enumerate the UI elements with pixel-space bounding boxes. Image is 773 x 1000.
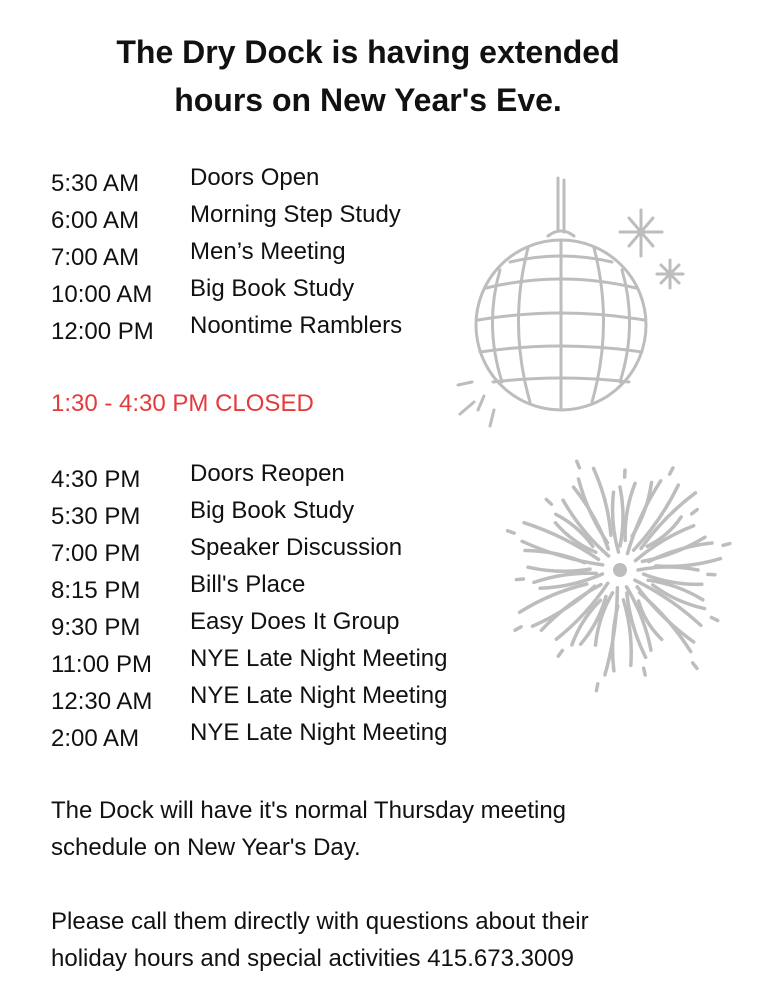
- schedule-event: Doors Open: [190, 164, 320, 191]
- firework-spark: [596, 684, 597, 691]
- schedule-row: [51, 571, 551, 608]
- firework-spark: [670, 468, 673, 474]
- page-title: [0, 28, 736, 124]
- schedule-time: 12:30 AM: [51, 688, 153, 715]
- firework-ray: [613, 492, 619, 552]
- schedule-time: 7:00 PM: [51, 540, 141, 567]
- firework-ray: [528, 567, 590, 571]
- schedule-event: Speaker Discussion: [190, 534, 403, 561]
- title-line-1: The Dry Dock is having extended: [116, 34, 620, 70]
- contact-line-2: holiday hours and special activities 415.673.3009: [51, 945, 575, 972]
- firework-spark: [516, 579, 523, 580]
- schedule-event: NYE Late Night Meeting: [190, 719, 448, 746]
- firework-spark: [723, 544, 730, 546]
- schedule-time: 12:00 PM: [51, 318, 154, 345]
- schedule-event: Easy Does It Group: [190, 608, 400, 635]
- firework-icon: [496, 456, 732, 706]
- schedule-event: Big Book Study: [190, 275, 355, 302]
- firework-spark: [644, 668, 646, 675]
- schedule-time: 5:30 PM: [51, 503, 141, 530]
- schedule-time: 10:00 AM: [51, 281, 153, 308]
- schedule-row: [51, 534, 551, 571]
- firework-spark: [558, 651, 562, 657]
- schedule-event: Noontime Ramblers: [190, 312, 403, 339]
- schedule-time: 6:00 AM: [51, 207, 140, 234]
- schedule-time: 4:30 PM: [51, 466, 141, 493]
- schedule-row: [51, 460, 551, 497]
- contact-line-1: Please call them directly with questions about their: [51, 908, 589, 935]
- schedule-time: 7:00 AM: [51, 244, 140, 271]
- firework-spark: [515, 627, 521, 630]
- schedule-time: 9:30 PM: [51, 614, 141, 641]
- firework-spark: [577, 461, 580, 468]
- schedule-time: 5:30 AM: [51, 170, 140, 197]
- firework-spark: [711, 617, 717, 620]
- firework-ray: [649, 543, 712, 562]
- title-line-2: hours on New Year's Eve.: [174, 82, 562, 118]
- firework-ray: [656, 559, 721, 567]
- schedule-event: Morning Step Study: [190, 201, 401, 228]
- schedule-time: 2:00 AM: [51, 725, 140, 752]
- schedule-row: [51, 497, 551, 534]
- schedule-time: 11:00 PM: [51, 651, 152, 678]
- schedule-row: [51, 719, 551, 756]
- schedule-event: NYE Late Night Meeting: [190, 645, 448, 672]
- contact-note: [51, 903, 701, 977]
- schedule-event: Doors Reopen: [190, 460, 345, 487]
- note-line-2: schedule on New Year's Day.: [51, 834, 361, 861]
- schedule-event: Bill's Place: [190, 571, 306, 598]
- schedule-row: [51, 645, 551, 682]
- firework-ray: [620, 487, 623, 546]
- schedule-event: NYE Late Night Meeting: [190, 682, 448, 709]
- schedule-row: [51, 608, 551, 645]
- schedule-time: 8:15 PM: [51, 577, 141, 604]
- firework-spark: [693, 663, 697, 669]
- firework-spark: [546, 499, 551, 504]
- schedule-row: [51, 682, 551, 719]
- new-years-day-note: [51, 792, 701, 866]
- note-line-1: The Dock will have it's normal Thursday meeting: [51, 797, 567, 824]
- schedule-event: Men’s Meeting: [190, 238, 346, 265]
- schedule-event: Big Book Study: [190, 497, 355, 524]
- firework-spark: [692, 510, 698, 514]
- firework-spark: [508, 531, 515, 533]
- closed-notice: 1:30 - 4:30 PM CLOSED: [51, 390, 314, 417]
- evening-schedule: [51, 460, 551, 756]
- disco-ball-icon: [448, 170, 698, 440]
